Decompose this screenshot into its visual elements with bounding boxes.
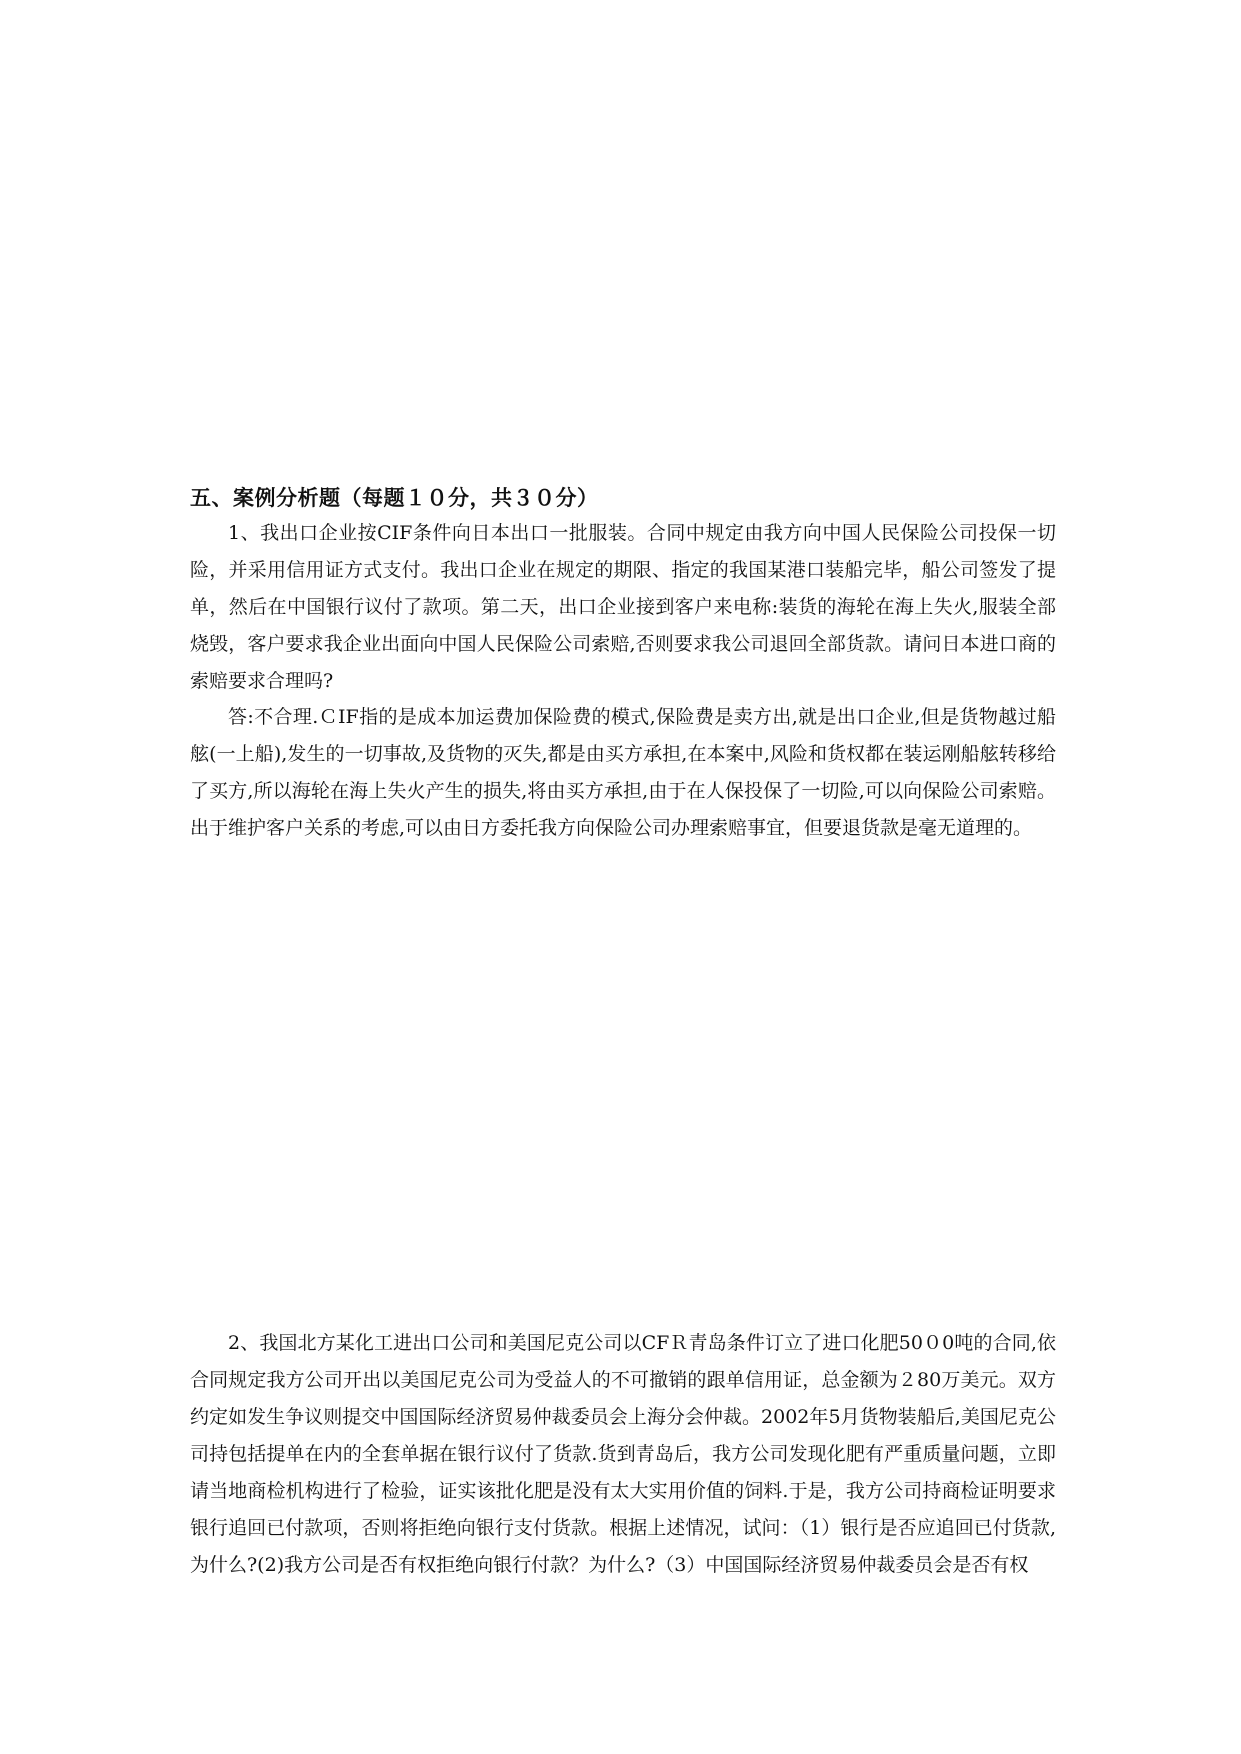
case2-question: 2、我国北方某化工进出口公司和美国尼克公司以CFＲ青岛条件订立了进口化肥50０0吨的合同,依合同规定我方公司开出以美国尼克公司为受益人的不可撤销的跟单信用证，总金额为２80万美元。双方约定如发生争议则提交中国国际经济贸易仲裁委员会上海分会仲裁。2002年5月货物装船后,美国尼克公司持包括提单在内的全套单据在银行议付了货款.货到青岛后，我方公司发现化肥有严重质量问题，立即请当地商检机构进行了检验，证实该批化肥是没有太大实用价值的饲料.于是，我方公司持商检证明要求银行追回已付款项，否则将拒绝向银行支付货款。根据上述情况，试问：（1）银行是否应追回已付货款,为什么?(2)我方公司是否有权拒绝向银行付款？为什么?（3）中国国际经济贸易仲裁委员会是否有权 <box>190 1332 1056 1576</box>
section-heading: 五、案例分析题（每题１０分，共３０分） <box>190 486 599 510</box>
case1-question: 1、我出口企业按CIF条件向日本出口一批服装。合同中规定由我方向中国人民保险公司投保一切险，并采用信用证方式支付。我出口企业在规定的期限、指定的我国某港口装船完毕，船公司签发了提单，然后在中国银行议付了款项。第二天，出口企业接到客户来电称:装货的海轮在海上失火,服装全部烧毁，客户要求我企业出面向中国人民保险公司索赔,否则要求我公司退回全部货款。请问日本进口商的索赔要求合理吗? <box>190 522 1056 692</box>
case1-answer: 答:不合理.ＣIF指的是成本加运费加保险费的模式,保险费是卖方出,就是出口企业,但是货物越过船舷(一上船),发生的一切事故,及货物的灭失,都是由买方承担,在本案中,风险和货权都在装运刚船舷转移给了买方,所以海轮在海上失火产生的损失,将由买方承担,由于在人保投保了一切险,可以向保险公司索赔。出于维护客户关系的考虑,可以由日方委托我方向保险公司办理索赔事宜，但要退货款是毫无道理的。 <box>190 706 1056 839</box>
